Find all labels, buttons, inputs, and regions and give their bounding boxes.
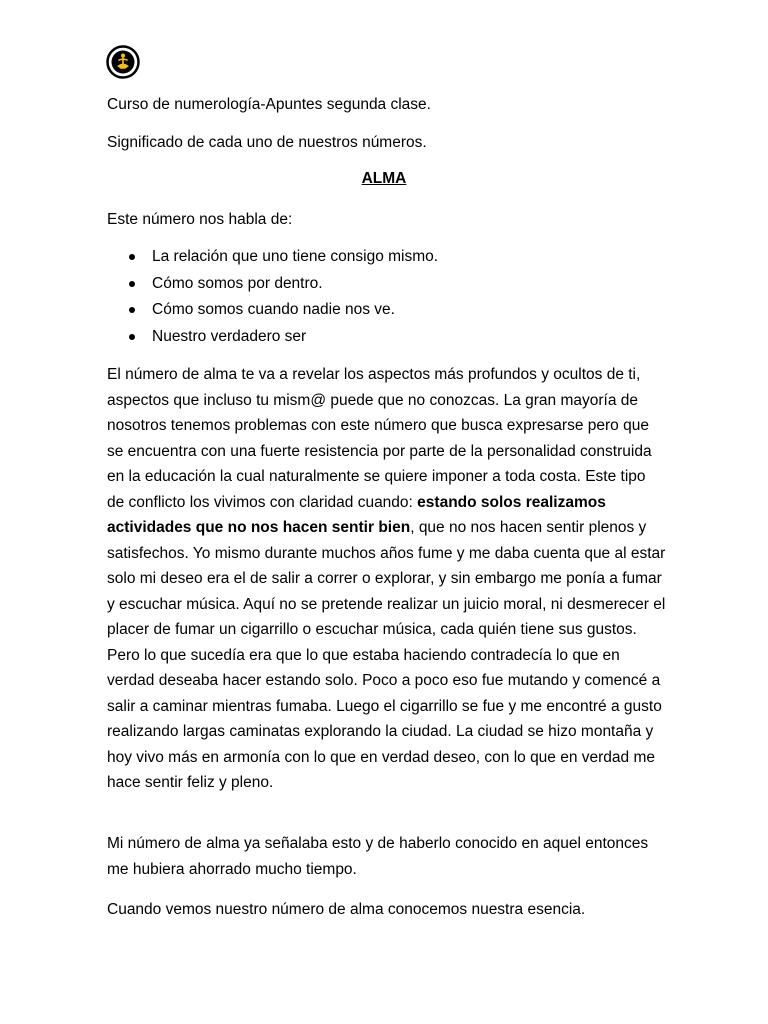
list-item [107, 297, 438, 324]
meditating-figure-icon [106, 45, 140, 79]
bullet-icon [129, 281, 135, 287]
document-subheading: Significado de cada uno de nuestros números. [107, 134, 427, 151]
document-heading: Curso de numerología-Apuntes segunda clase. [107, 96, 431, 113]
intro-text: Este número nos habla de: [107, 211, 293, 228]
body-paragraph-3: Cuando vemos nuestro número de alma conocemos nuestra esencia. [107, 901, 586, 918]
bullet-icon [129, 254, 135, 260]
bullet-list [107, 244, 438, 350]
list-item-text: Nuestro verdadero ser [152, 327, 307, 345]
bullet-icon [129, 334, 135, 340]
list-item [107, 244, 438, 271]
bold-phrase: estando solos realizamos actividades que no nos hacen sentir bien [107, 493, 606, 536]
list-item-text: La relación que uno tiene consigo mismo. [152, 248, 439, 265]
bullet-icon [129, 307, 135, 313]
list-item [107, 324, 438, 351]
paragraph-text: El número de alma te va a revelar los aspectos más profundos y ocultos de ti, aspectos que incluso tu mism@ puede que no conozcas. La gran mayoría de nosotros tenemos problemas con este número que busca expresarse pero que se encuentra con una fuerte resistencia por parte de la personalidad construida en la educación la cual naturalmente se quiere imponer a toda costa. Este tipo de conflicto los vivimos con claridad cuando: [107, 366, 652, 511]
paragraph-text: , que no nos hacen sentir plenos y satisfechos. Yo mismo durante muchos años fume y me daba cuenta que al estar solo mi deseo era el de salir a correr o explorar, y sin embargo me ponía a fumar y escuchar música. Aquí no se pretende realizar un juicio moral, ni desmerecer el placer de fumar un cigarrillo o escuchar música, cada quién tiene sus gustos. Pero lo que sucedía era que lo que estaba haciendo contradecía lo que en verdad deseaba hacer estando solo. Poco a poco eso fue mutando y comencé a salir a caminar mientras fumaba. Luego el cigarrillo se fue y me encontré a gusto realizando largas caminatas explorando la ciudad. La ciudad se hizo montaña y hoy vivo más en armonía con lo que en verdad deseo, con lo que en verdad me hace sentir feliz y pleno. [107, 519, 666, 791]
body-paragraph-2: Mi número de alma ya señalaba esto y de haberlo conocido en aquel entonces me hubiera ahorrado mucho tiempo. [107, 835, 649, 878]
body-paragraph-1 [107, 362, 667, 796]
list-item [107, 271, 438, 298]
section-title: ALMA [361, 170, 407, 187]
list-item-text: Cómo somos por dentro. [152, 274, 323, 292]
list-item-text: Cómo somos cuando nadie nos ve. [152, 301, 395, 318]
